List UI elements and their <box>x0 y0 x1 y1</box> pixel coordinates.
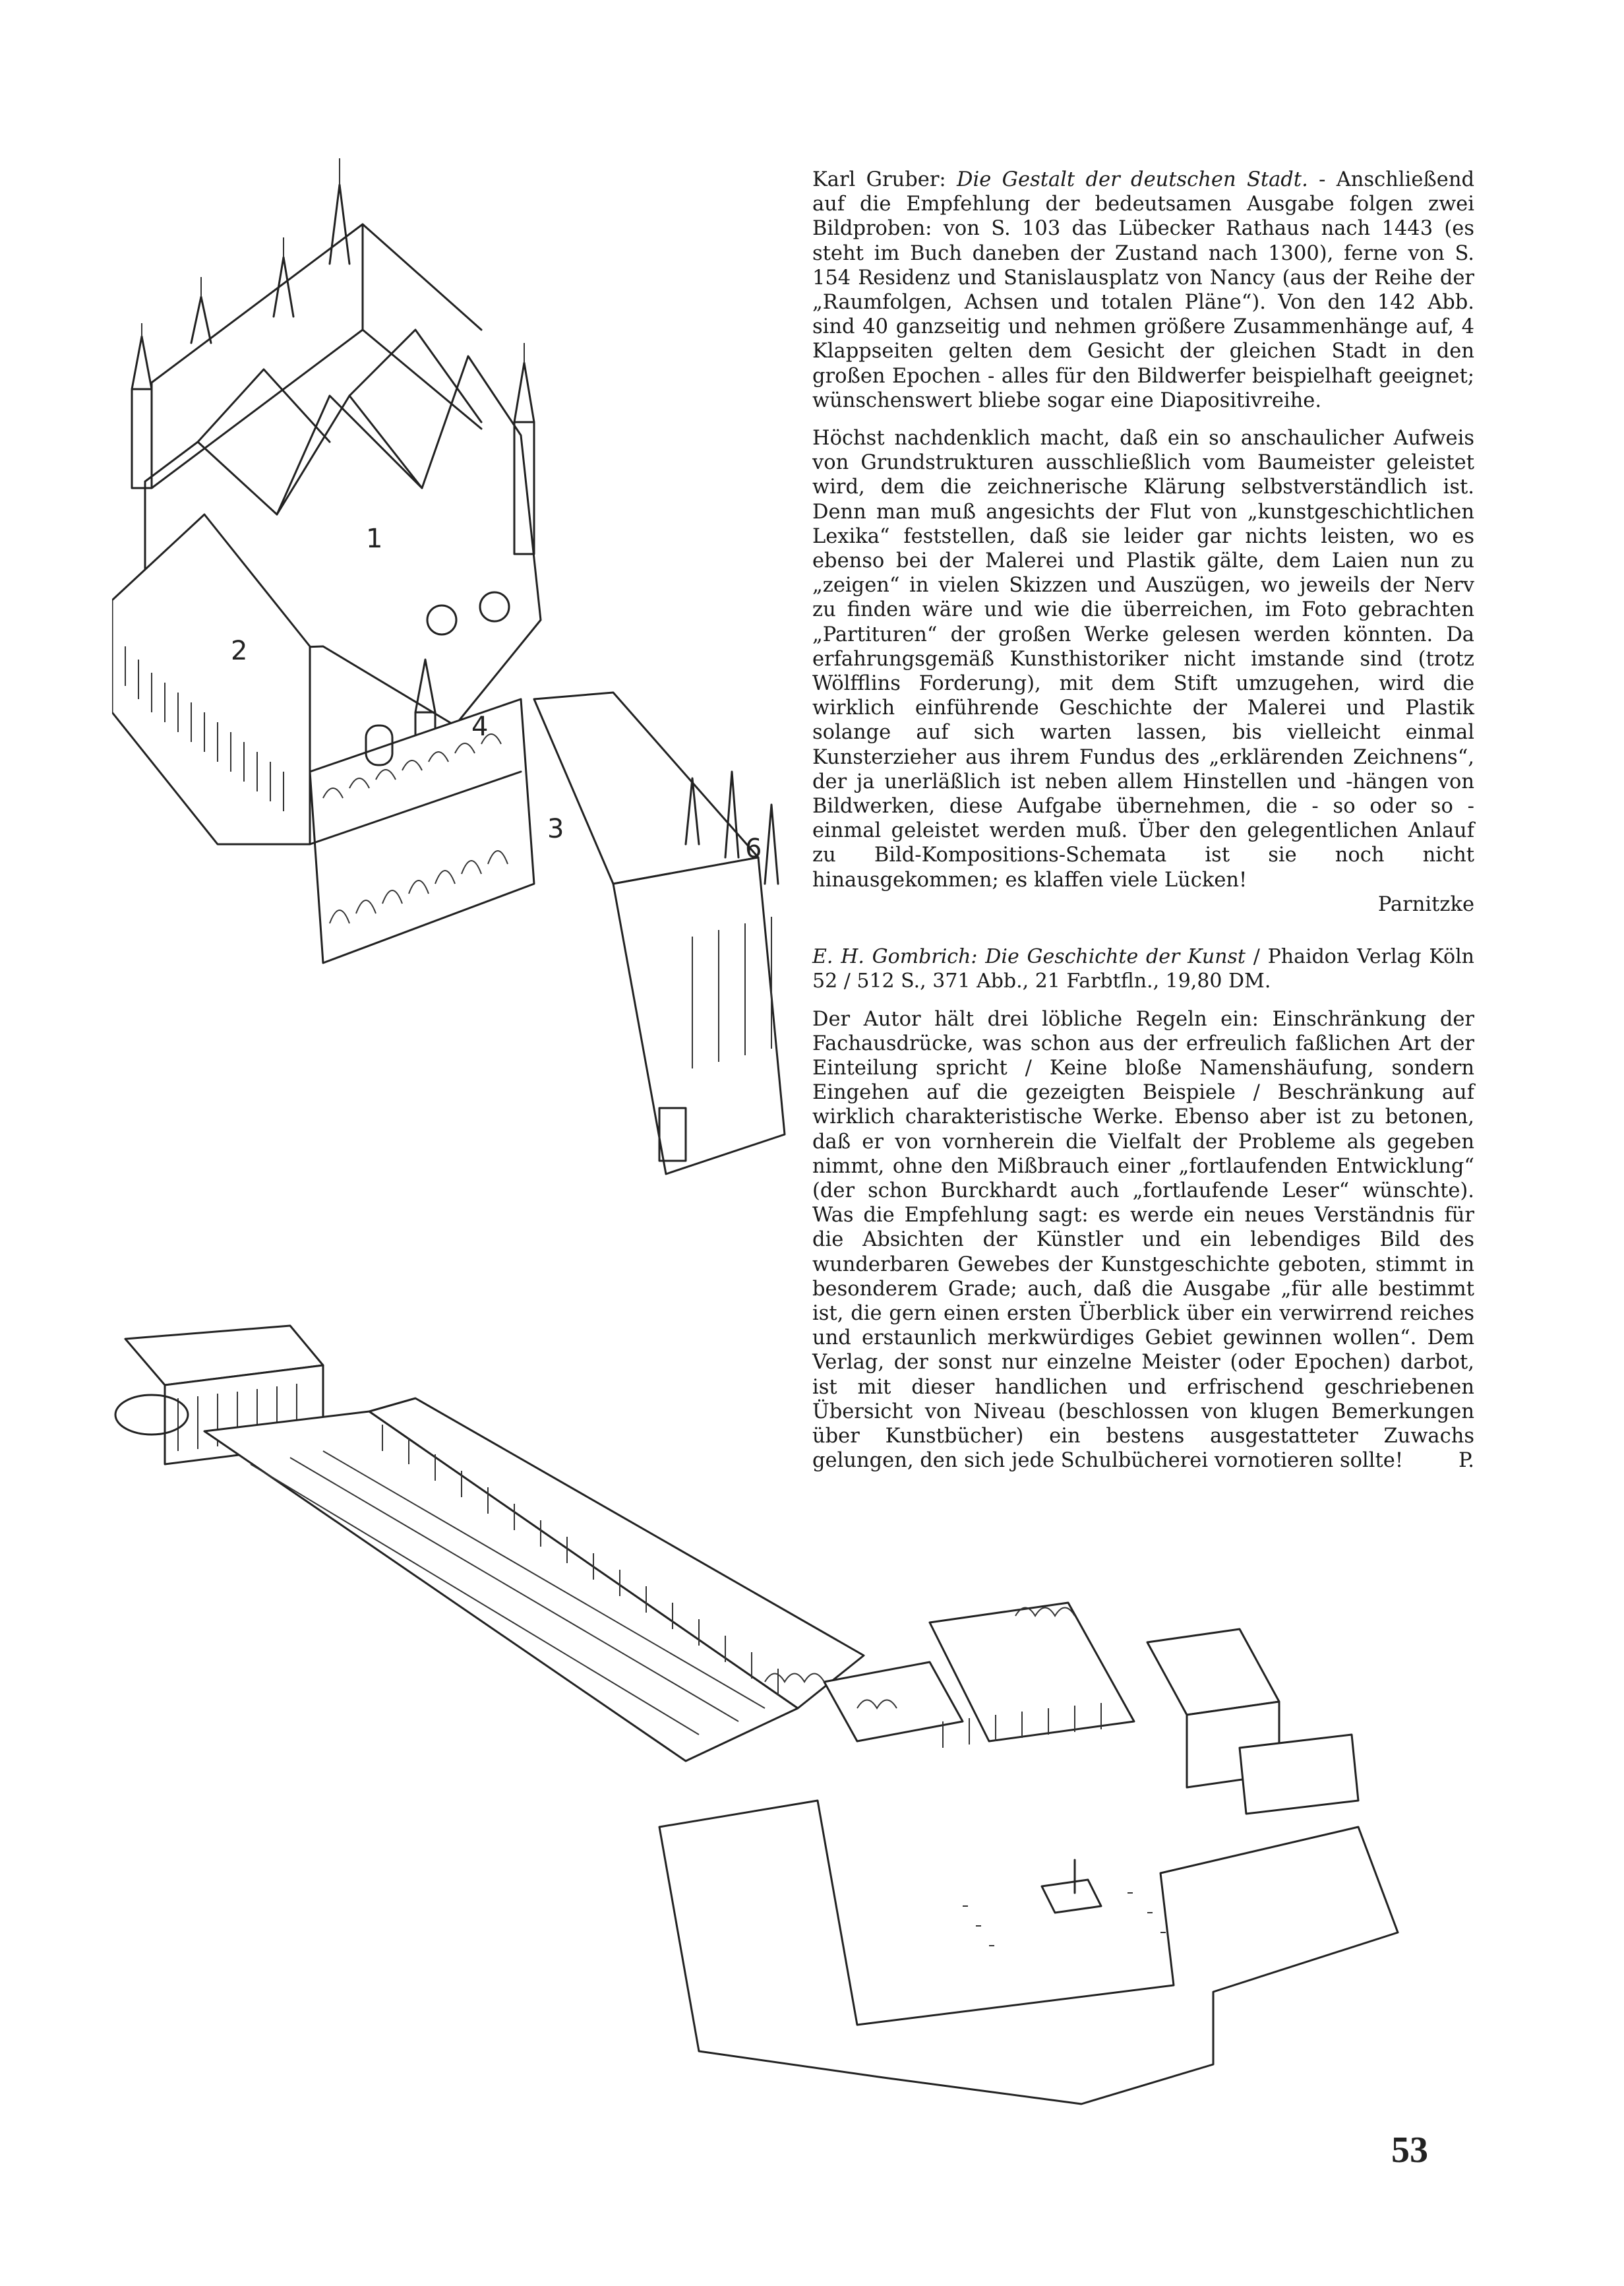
stanislausplatz <box>659 1801 1398 2104</box>
drawing-label-1: 1 <box>366 524 383 554</box>
review1-author: Karl Gruber: <box>812 168 957 191</box>
residenz-long-galleries <box>204 1398 864 1761</box>
review2-publisher: / Phaidon Verlag Köln 52 / 512 S., 371 Abb., 21 Farbtfln., 19,80 DM. <box>812 945 1474 993</box>
review-column <box>812 168 1474 1473</box>
review2-para1: Der Autor hält drei löbliche Regeln ein: Einschränkung der Fachausdrücke, was schon aus der erfreulich faßlichen Art der Einteilung spricht / Keine bloße Namenshäufung, sondern Eingehen auf die gezeigten Beispiele / Beschränkung auf wirklich charakteristische Werke. Ebenso aber ist zu betonen, daß er von vornherein die Vielfalt der Probleme als gegeben nimmt, ohne den Mißbrauch einer „fortlaufenden Entwicklung“ (der schon Burckhardt auch „fortlaufende Leser“ wünschte). Was die Empfehlung sagt: es werde ein neues Verständnis für die Absichten der Künstler und ein lebendiges Bild des wunderbaren Gewebes der Kunstgeschichte geboten, stimmt in besonderem Grade; auch, daß die Ausgabe „für alle bestimmt ist, die gern einen ersten Überblick über ein verwirrend reiches und erstaunlich merkwürdiges Gebiet gewinnen wollen“. Dem Verlag, der sonst nur einzelne Meister (oder Epochen) darbot, ist mit dieser handlichen und erfrischend geschriebenen Übersicht von Niveau (beschlossen von klugen Bemerkungen über Kunstbücher) ein bestens ausgestatteter Zuwachs gelungen, den sich jede Schulbücherei vornotieren sollte! <box>812 1007 1474 1473</box>
page-number: 53 <box>1391 2130 1428 2171</box>
review1-para1 <box>812 168 1474 413</box>
drawing-label-6: 6 <box>745 834 762 864</box>
drawing-label-2: 2 <box>231 636 248 666</box>
luebeck-rathaus-drawing <box>112 145 844 1233</box>
review1-title: Die Gestalt der deutschen Stadt. <box>957 168 1308 191</box>
review1-para2: Höchst nachdenklich macht, daß ein so anschaulicher Aufweis von Grundstrukturen ausschließlich vom Baumeister geleistet wird, dem die zeichnerische Klärung selbstverständlich ist. Denn man muß angesichts der Flut von „kunstgeschichtlichen Lexika“ feststellen, daß sie leider gar nichts leisten, wo es ebenso bei der Malerei und Plastik gälte, dem Laien nun zu „zeigen“ in vielen Skizzen und Auszügen, wo jeweils der Nerv zu finden wäre und wie die überreichen, im Foto gebrachten „Partituren“ der großen Werke gelesen werden könnten. Da erfahrungsgemäß Kunsthistoriker nicht imstande sind (trotz Wölfflins Forderung), mit dem Stift umzugehen, wird die wirklich einführende Geschichte der Malerei und Plastik solange auf sich warten lassen, bis vielleicht einmal Kunsterzieher aus ihrem Fundus des „erklärenden Zeichnens“, der ja unerläßlich ist neben allem Hinstellen und -hängen von Bildwerken, diese Aufgabe übernehmen, die - so oder so - einmal geleistet werden muß. Über den gelegentlichen Anlauf zu Bild-Kompositions-Schemata ist sie noch nicht hinausgekommen; es klaffen viele Lücken! <box>812 427 1474 892</box>
rathaus-arcade-front <box>310 699 534 963</box>
drawing-label-3: 3 <box>547 814 564 844</box>
review1-para1-text: - Anschließend auf die Empfehlung der bedeutsamen Ausgabe folgen zwei Bildproben: von S. 103 das Lübecker Rathaus nach 1443 (es steht im Buch daneben der Zustand nach 1300), ferne von S. 154 Residenz und Stanislausplatz von Nancy (aus der Reihe der „Raumfolgen, Achsen und totalen Pläne“). Von den 142 Abb. sind 40 ganzseitig und nehmen größere Zusammenhänge auf, 4 Klappseiten gelten dem Gesicht der gleichen Stadt in den großen Epochen - alles für den Bildwerfer beispielhaft geeignet; wünschenswert bliebe sogar eine Diapositivreihe. <box>812 168 1474 412</box>
review2-heading <box>812 944 1474 993</box>
review2-signature: P. <box>1458 1449 1474 1473</box>
review2-author-title: E. H. Gombrich: Die Geschichte der Kunst <box>812 945 1246 969</box>
rathaus-wing-right <box>534 693 785 1174</box>
drawing-label-4: 4 <box>471 712 489 742</box>
review1-signature: Parnitzke <box>1377 892 1474 916</box>
square-buildings <box>824 1603 1358 1814</box>
